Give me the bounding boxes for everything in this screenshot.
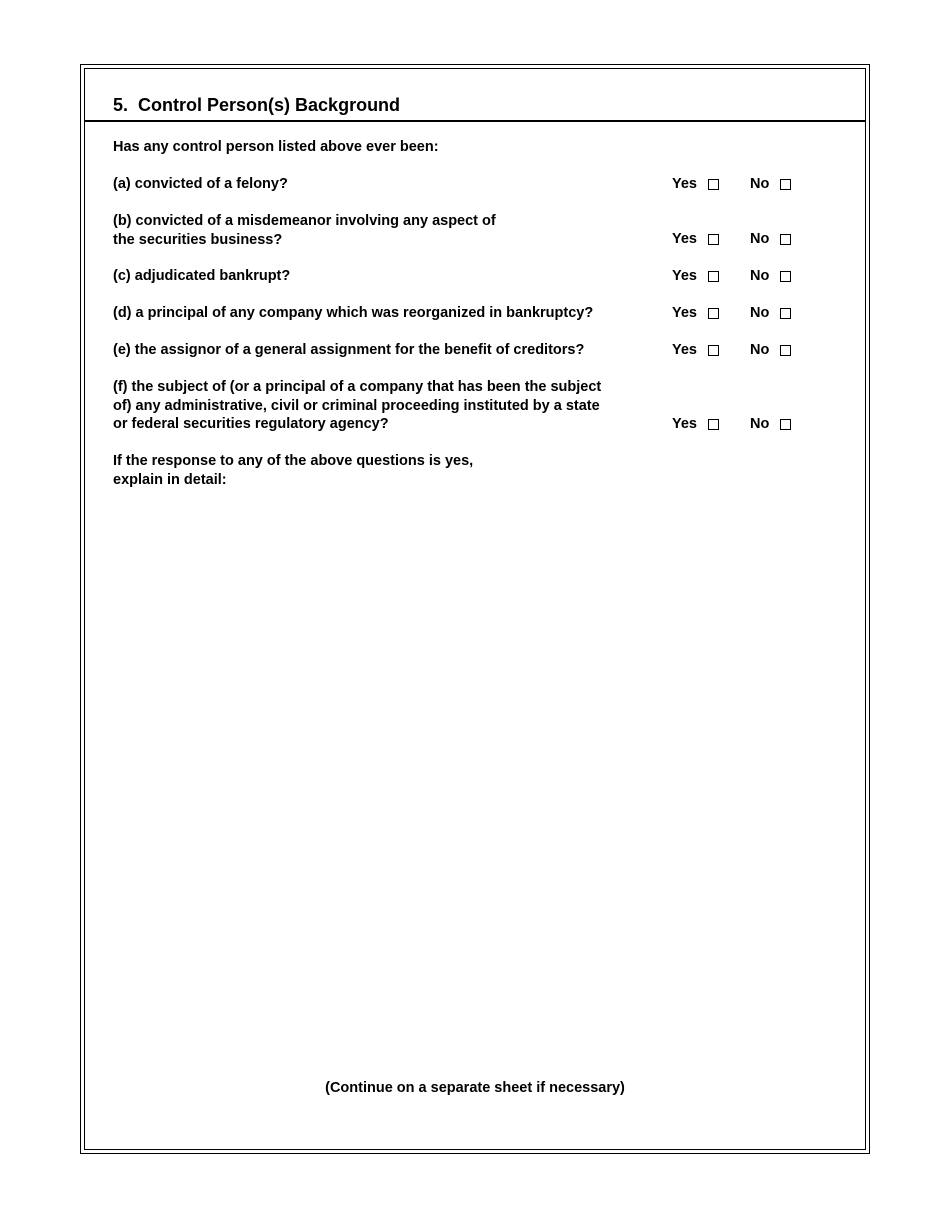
explain-prompt (113, 452, 473, 489)
question-d-no-checkbox[interactable] (780, 308, 791, 319)
form-frame (80, 64, 870, 1154)
no-label: No (750, 176, 770, 192)
question-e (113, 341, 584, 360)
question-d-yes-checkbox[interactable] (708, 308, 719, 319)
question-c-yes-checkbox[interactable] (708, 271, 719, 282)
explain-line-1: If the response to any of the above questions is yes, (113, 453, 474, 469)
section-title (113, 94, 400, 116)
explain-line-2: explain in detail: (113, 471, 227, 488)
question-a-line-1: (a) convicted of a felony? (113, 176, 288, 192)
question-f (113, 378, 601, 434)
question-b-yes-checkbox[interactable] (708, 234, 719, 245)
title-divider (85, 120, 865, 122)
yes-label: Yes (672, 342, 697, 358)
no-label: No (750, 268, 770, 284)
question-b-no[interactable] (750, 230, 791, 248)
question-f-no[interactable] (750, 415, 791, 433)
question-a-no[interactable] (750, 175, 791, 193)
question-d (113, 304, 593, 323)
question-b-line-2: the securities business? (113, 231, 283, 248)
question-b (113, 212, 496, 249)
question-d-line-1: (d) a principal of any company which was reorganized in bankruptcy? (113, 305, 594, 321)
question-b-line-1: (b) convicted of a misdemeanor involving any aspect of (113, 213, 496, 229)
yes-label: Yes (672, 176, 697, 192)
question-d-no[interactable] (750, 304, 791, 322)
intro-text: Has any control person listed above ever been: (113, 139, 439, 155)
no-label: No (750, 416, 770, 432)
continue-note: (Continue on a separate sheet if necessary) (325, 1080, 625, 1096)
question-c-yes[interactable] (672, 267, 719, 285)
no-label: No (750, 342, 770, 358)
question-f-line-3: or federal securities regulatory agency? (113, 416, 389, 432)
yes-label: Yes (672, 268, 697, 284)
no-label: No (750, 231, 770, 247)
question-b-yes[interactable] (672, 230, 719, 248)
question-e-yes[interactable] (672, 341, 719, 359)
question-b-no-checkbox[interactable] (780, 234, 791, 245)
question-a-no-checkbox[interactable] (780, 179, 791, 190)
question-e-yes-checkbox[interactable] (708, 345, 719, 356)
yes-label: Yes (672, 305, 697, 321)
question-d-yes[interactable] (672, 304, 719, 322)
question-a-yes-checkbox[interactable] (708, 179, 719, 190)
question-f-line-2: of) any administrative, civil or criminal proceeding instituted by a state (113, 397, 600, 414)
question-f-line-1: (f) the subject of (or a principal of a company that has been the subject (113, 379, 602, 395)
yes-label: Yes (672, 416, 697, 432)
question-c (113, 267, 290, 286)
question-c-no-checkbox[interactable] (780, 271, 791, 282)
question-a (113, 175, 288, 194)
question-c-line-1: (c) adjudicated bankrupt? (113, 268, 291, 284)
question-e-line-1: (e) the assignor of a general assignment for the benefit of creditors? (113, 342, 585, 358)
question-f-yes[interactable] (672, 415, 719, 433)
question-f-no-checkbox[interactable] (780, 419, 791, 430)
question-e-no-checkbox[interactable] (780, 345, 791, 356)
yes-label: Yes (672, 231, 697, 247)
question-e-no[interactable] (750, 341, 791, 359)
section-number: 5. (113, 95, 129, 115)
form-inner-frame (84, 68, 866, 1150)
no-label: No (750, 305, 770, 321)
question-c-no[interactable] (750, 267, 791, 285)
question-a-yes[interactable] (672, 175, 719, 193)
section-title-text: Control Person(s) Background (138, 95, 401, 115)
question-f-yes-checkbox[interactable] (708, 419, 719, 430)
